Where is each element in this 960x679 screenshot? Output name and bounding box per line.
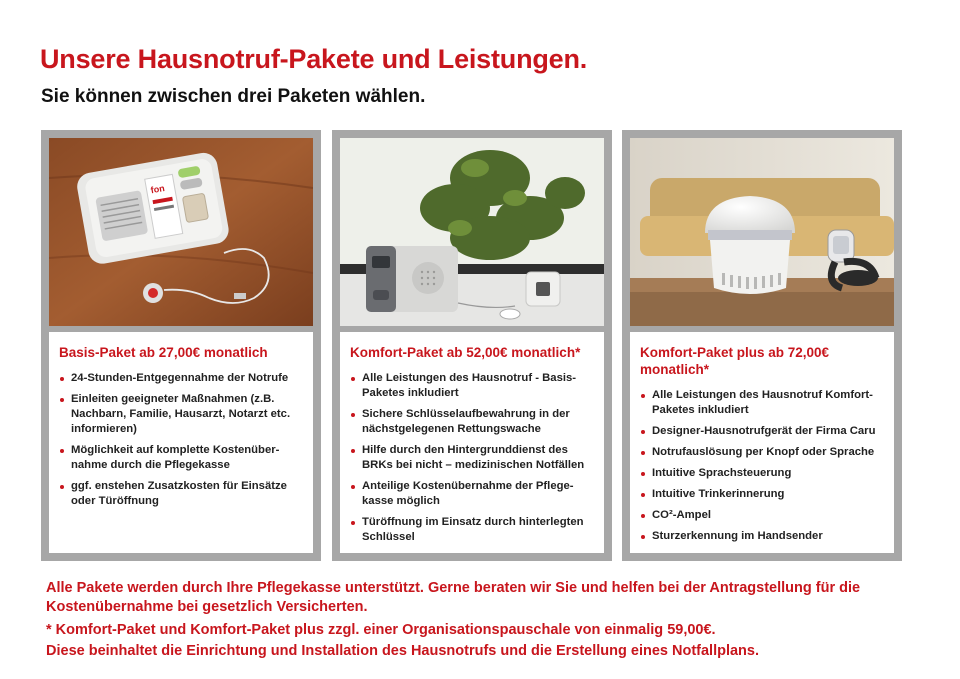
feature-item: Notrufauslösung per Knopf oder Sprache: [640, 445, 886, 460]
package-title: Basis-Paket ab 27,00€ monatlich: [59, 345, 268, 360]
feature-item: ggf. enstehen Zusatzkosten für Einsätze oder Türöffnung: [59, 479, 305, 509]
komfort-device-photo: [340, 138, 604, 326]
feature-item: Intuitive Trinkerinnerung: [640, 487, 886, 502]
feature-item: Anteilige Kostenübernahme der Pflege-kasse möglich: [350, 479, 596, 509]
feature-item: Alle Leistungen des Hausnotruf Komfort-Paketes inkludiert: [640, 388, 886, 418]
feature-item: Alle Leistungen des Hausnotruf - Basis-Paketes inkludiert: [350, 371, 596, 401]
feature-item: 24-Stunden-Entgegennahme der Notrufe: [59, 371, 305, 386]
komfort-plus-device-photo: [630, 138, 894, 326]
footer-note-support: Alle Pakete werden durch Ihre Pflegekasse unterstützt. Gerne beraten wir Sie und helfen bei der Antragstellung für die Kostenübernahme bei gesetzlich Versicherten.: [46, 580, 861, 615]
package-title: Komfort-Paket plus ab 72,00€ monatlich*: [640, 345, 830, 377]
feature-list: [350, 371, 596, 545]
feature-item: Sichere Schlüsselaufbewahrung in der nächstgelegenen Rettungswache: [350, 407, 596, 437]
footer-note-setup: Diese beinhaltet die Einrichtung und Installation des Hausnotrufs und die Erstellung eines Notfallplans.: [46, 643, 760, 659]
page-title: Unsere Hausnotruf-Pakete und Leistungen.: [40, 44, 588, 74]
feature-item: Türöffnung im Einsatz durch hinterlegten Schlüssel: [350, 515, 596, 545]
feature-item: Intuitive Sprachsteuerung: [640, 466, 886, 481]
feature-item: Sturzerkennung im Handsender: [640, 529, 886, 544]
feature-item: Einleiten geeigneter Maßnahmen (z.B. Nachbarn, Familie, Hausarzt, Notarzt etc. informieren): [59, 392, 305, 437]
feature-item: Hilfe durch den Hintergrunddienst des BRKs bei nicht – medizinischen Notfällen: [350, 443, 596, 473]
package-content-komfort-plus: [630, 332, 894, 553]
package-content-komfort: [340, 332, 604, 553]
page-subtitle: Sie können zwischen drei Paketen wählen.: [41, 86, 426, 107]
package-card-komfort: [332, 130, 612, 561]
feature-list: [640, 388, 886, 544]
feature-item: Designer-Hausnotrufgerät der Firma Caru: [640, 424, 886, 439]
feature-item: Möglichkeit auf komplette Kostenüber-nahme durch die Pflegekasse: [59, 443, 305, 473]
feature-item: CO²-Ampel: [640, 508, 886, 523]
device-label: fon: [149, 183, 166, 196]
feature-list: [59, 371, 305, 509]
basis-device-photo: [49, 138, 313, 326]
package-title: Komfort-Paket ab 52,00€ monatlich*: [350, 345, 581, 360]
package-content-basis: [49, 332, 313, 553]
package-card-komfort-plus: [622, 130, 902, 561]
package-card-basis: [41, 130, 321, 561]
footer-note-fee: * Komfort-Paket und Komfort-Paket plus zzgl. einer Organisationspauschale von einmalig 59,00€.: [46, 622, 716, 638]
